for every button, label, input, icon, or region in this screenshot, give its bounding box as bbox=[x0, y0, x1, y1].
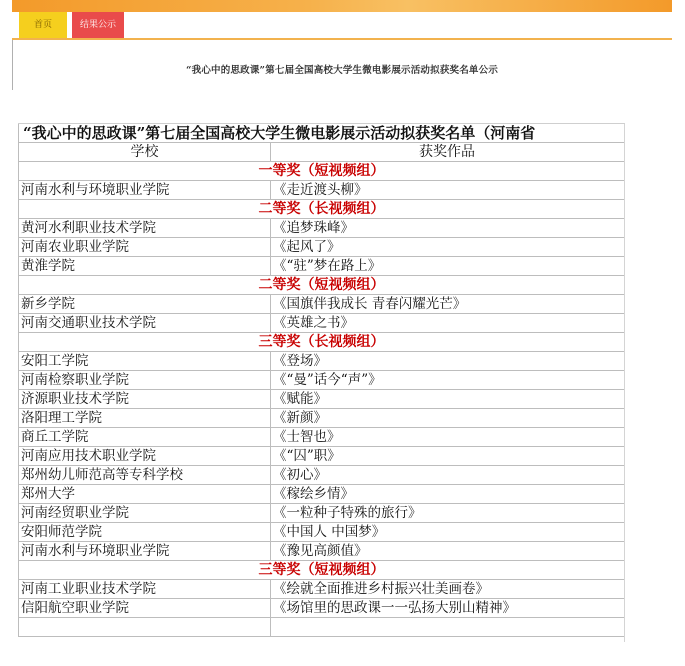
tab-home[interactable]: 首页 bbox=[19, 12, 67, 38]
school-cell[interactable]: 黄河水利职业技术学院 bbox=[18, 219, 271, 238]
table-row bbox=[18, 428, 624, 447]
work-cell[interactable]: 《豫见高颜值》 bbox=[273, 543, 368, 559]
school-cell[interactable]: 郑州大学 bbox=[18, 485, 271, 504]
table-row bbox=[18, 352, 624, 371]
sheet-title-row bbox=[18, 124, 624, 143]
header-work: 获奖作品 bbox=[419, 144, 475, 160]
award-group-label: 二等奖（长视频组） bbox=[18, 200, 624, 219]
award-group-row bbox=[18, 200, 624, 219]
table-row bbox=[18, 295, 624, 314]
school-cell[interactable]: 洛阳理工学院 bbox=[18, 409, 271, 428]
work-cell[interactable]: 《起风了》 bbox=[273, 239, 341, 255]
school-cell[interactable]: 河南农业职业学院 bbox=[18, 238, 271, 257]
tab-results[interactable]: 结果公示 bbox=[72, 12, 124, 38]
school-cell[interactable]: 河南检察职业学院 bbox=[18, 371, 271, 390]
work-cell[interactable]: 《初心》 bbox=[273, 467, 327, 483]
award-group-label: 三等奖（长视频组） bbox=[18, 333, 624, 352]
award-group-label: 二等奖（短视频组） bbox=[18, 276, 624, 295]
school-cell[interactable]: 商丘工学院 bbox=[18, 428, 271, 447]
school-cell[interactable]: 河南水利与环境职业学院 bbox=[18, 542, 271, 561]
table-row bbox=[18, 314, 624, 333]
work-cell[interactable]: 《稼绘乡情》 bbox=[273, 486, 354, 502]
table-row bbox=[18, 466, 624, 485]
sheet-title: “我心中的思政课”第七届全国高校大学生微电影展示活动拟获奖名单（河南省 bbox=[18, 124, 624, 143]
school-cell[interactable]: 安阳工学院 bbox=[18, 352, 271, 371]
school-cell[interactable]: 河南工业职业技术学院 bbox=[18, 580, 271, 599]
work-cell[interactable]: 《士智也》 bbox=[273, 429, 341, 445]
work-cell[interactable]: 《国旗伴我成长 青春闪耀光芒》 bbox=[273, 296, 467, 312]
work-cell[interactable]: 《绘就全面推进乡村振兴壮美画卷》 bbox=[273, 581, 489, 597]
work-cell[interactable]: 《场馆里的思政课一一弘扬大别山精神》 bbox=[273, 600, 516, 616]
table-row bbox=[18, 390, 624, 409]
school-cell[interactable]: 郑州幼儿师范高等专科学校 bbox=[18, 466, 271, 485]
header-row bbox=[18, 143, 624, 162]
empty-cell[interactable] bbox=[18, 618, 271, 637]
table-row bbox=[18, 580, 624, 599]
work-cell[interactable]: 《“驻”梦在路上》 bbox=[273, 258, 382, 274]
work-cell[interactable]: 《新颜》 bbox=[273, 410, 327, 426]
work-cell[interactable]: 《英雄之书》 bbox=[273, 315, 354, 331]
work-cell[interactable]: 《登场》 bbox=[273, 353, 327, 369]
empty-cell[interactable] bbox=[271, 618, 623, 637]
school-cell[interactable]: 安阳师范学院 bbox=[18, 523, 271, 542]
work-cell[interactable]: 《中国人 中国梦》 bbox=[273, 524, 386, 540]
work-cell[interactable]: 《走近渡头柳》 bbox=[273, 182, 368, 198]
table-row bbox=[18, 219, 624, 238]
school-cell[interactable]: 河南应用技术职业学院 bbox=[18, 447, 271, 466]
award-group-row bbox=[18, 162, 624, 181]
award-group-label: 三等奖（短视频组） bbox=[18, 561, 624, 580]
table-row bbox=[18, 504, 624, 523]
page-title: “我心中的思政课”第七届全国高校大学生微电影展示活动拟获奖名单公示 bbox=[185, 65, 499, 76]
school-cell[interactable]: 济源职业技术学院 bbox=[18, 390, 271, 409]
table-row bbox=[18, 542, 624, 561]
top-navigation-bar bbox=[12, 0, 672, 40]
work-cell[interactable]: 《“曼”话今“声”》 bbox=[273, 372, 382, 388]
school-cell[interactable]: 河南交通职业技术学院 bbox=[18, 314, 271, 333]
table-row bbox=[18, 599, 624, 618]
award-list-spreadsheet bbox=[18, 123, 625, 642]
school-cell[interactable]: 河南经贸职业学院 bbox=[18, 504, 271, 523]
table-row bbox=[18, 409, 624, 428]
table-row bbox=[18, 181, 624, 200]
school-cell[interactable]: 新乡学院 bbox=[18, 295, 271, 314]
award-group-row bbox=[18, 333, 624, 352]
decorative-banner-strip bbox=[12, 0, 672, 12]
school-cell[interactable]: 河南水利与环境职业学院 bbox=[18, 181, 271, 200]
award-group-row bbox=[18, 561, 624, 580]
school-cell[interactable]: 黄淮学院 bbox=[18, 257, 271, 276]
award-group-row bbox=[18, 276, 624, 295]
award-group-label: 一等奖（短视频组） bbox=[18, 162, 624, 181]
school-cell[interactable]: 信阳航空职业学院 bbox=[18, 599, 271, 618]
spreadsheet-grid bbox=[18, 124, 624, 637]
work-cell[interactable]: 《赋能》 bbox=[273, 391, 327, 407]
work-cell[interactable]: 《“囚”职》 bbox=[273, 448, 341, 464]
header-school: 学校 bbox=[18, 143, 271, 162]
table-row bbox=[18, 523, 624, 542]
table-row bbox=[18, 447, 624, 466]
table-row bbox=[18, 257, 624, 276]
table-row bbox=[18, 371, 624, 390]
work-cell[interactable]: 《追梦珠峰》 bbox=[273, 220, 354, 236]
table-row bbox=[18, 485, 624, 504]
table-row bbox=[18, 238, 624, 257]
empty-row bbox=[18, 618, 624, 637]
work-cell[interactable]: 《一粒种子特殊的旅行》 bbox=[273, 505, 422, 521]
